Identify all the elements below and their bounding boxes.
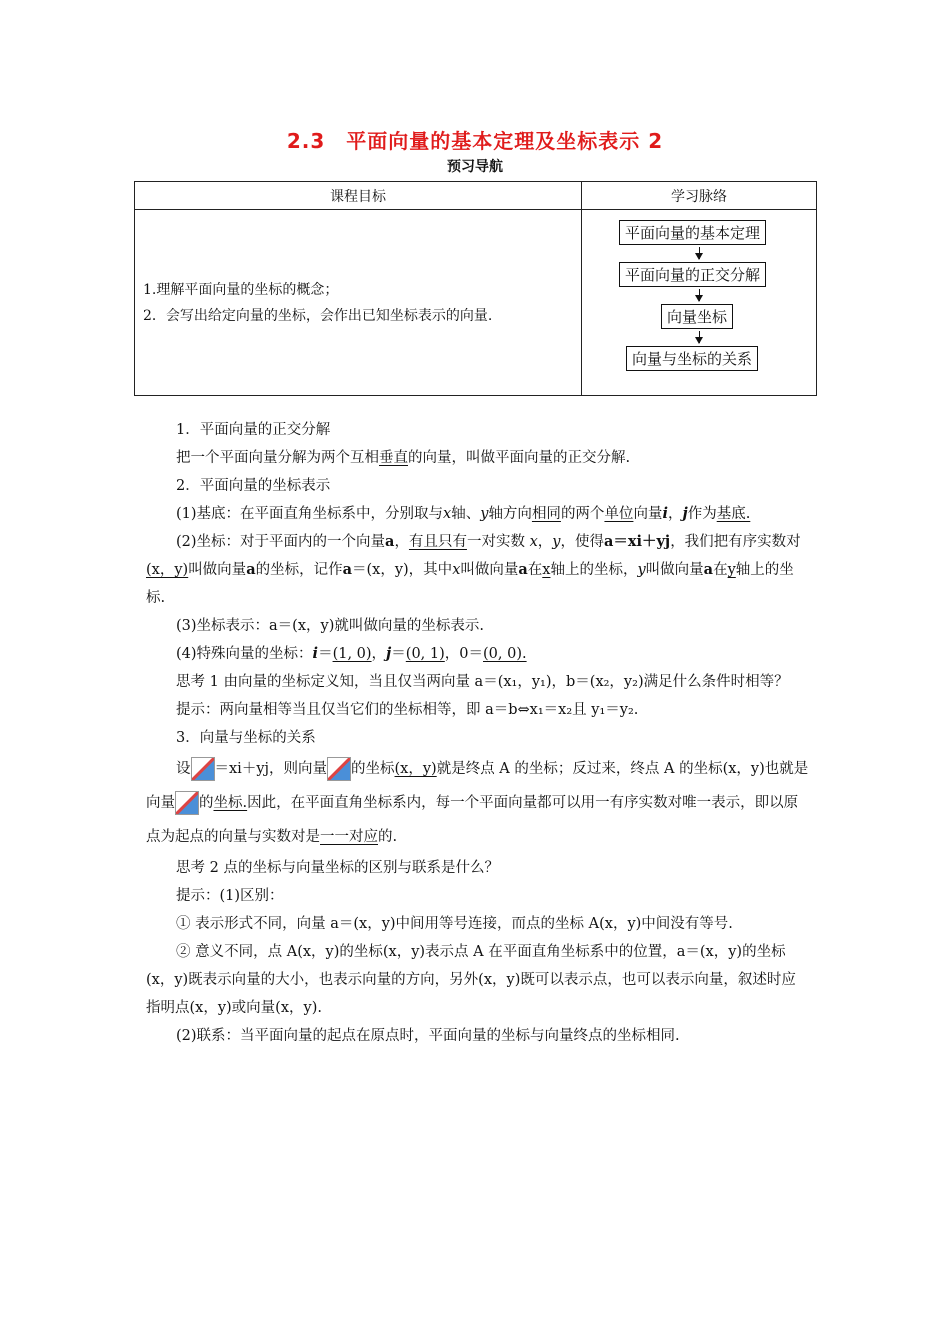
col-header-flow: 学习脉络 xyxy=(582,182,817,210)
think-2: 思考 2 点的坐标与向量坐标的区别与联系是什么？ xyxy=(176,860,499,876)
preview-table xyxy=(134,181,817,396)
s3-paragraph: 设 ＝xi＋yj，则向量 的坐标(x，y)就是终点 A 的坐标；反过来，终点 A 的坐标(x，y)也就是向量 的坐标.因此，在平面直角坐标系内，每一个平面向量都可以用一有序实数对唯一表示，即以原点为起点的向量与实数对是一一对应的. xyxy=(146,752,810,854)
flow-box-2: 平面向量的正交分解 xyxy=(619,262,766,287)
think-1: 思考 1 由向量的坐标定义知，当且仅当两向量 a＝(x₁，y₁)，b＝(x₂，y₂)满足什么条件时相等？ xyxy=(176,674,789,690)
page-title: 2.3 平面向量的基本定理及坐标表示 2 xyxy=(286,129,664,153)
vector-oa-image xyxy=(327,757,351,781)
flow-box-4: 向量与坐标的关系 xyxy=(626,346,758,371)
s1-heading: 1．平面向量的正交分解 xyxy=(176,422,331,438)
relation: (2)联系：当平面向量的起点在原点时，平面向量的坐标与向量终点的坐标相同. xyxy=(176,1028,680,1044)
difference-2: ② 意义不同，点 A(x，y)的坐标(x，y)表示点 A 在平面直角坐标系中的位置，a＝(x，y)的坐标(x，y)既表示向量的大小，也表示向量的方向，另外(x，y)既可以表示点，也可以表示向量，叙述时应指明点(x，y)或向量(x，y). xyxy=(146,944,796,1016)
flow-box-3: 向量坐标 xyxy=(661,304,733,329)
s1-paragraph: 把一个平面向量分解为两个互相垂直的向量，叫做平面向量的正交分解. xyxy=(176,450,631,466)
flow-box-1: 平面向量的基本定理 xyxy=(619,220,766,245)
s3-heading: 3．向量与坐标的关系 xyxy=(176,730,316,746)
section-subtitle: 预习导航 xyxy=(447,159,503,175)
goal-2: 2．会写出给定向量的坐标，会作出已知坐标表示的向量. xyxy=(143,307,493,324)
goal-1: 1.理解平面向量的坐标的概念； xyxy=(143,281,339,298)
flow-arrow-3 xyxy=(699,331,700,343)
flow-arrow-1 xyxy=(699,247,700,259)
col-header-goals: 课程目标 xyxy=(135,182,582,210)
difference-1: ① 表示形式不同，向量 a＝(x，y)中间用等号连接，而点的坐标 A(x，y)中间没有等号. xyxy=(176,916,733,932)
s2-heading: 2．平面向量的坐标表示 xyxy=(176,478,331,494)
s2-special: (4)特殊向量的坐标：i＝(1, 0)，j＝(0, 1)，0＝(0, 0). xyxy=(176,645,527,662)
s2-representation: (3)坐标表示：a＝(x，y)就叫做向量的坐标表示. xyxy=(176,618,484,634)
flow-arrow-2 xyxy=(699,289,700,301)
hint-2: 提示：(1)区别： xyxy=(176,888,284,904)
vector-oa-image xyxy=(175,791,199,815)
main-content xyxy=(146,416,810,1050)
s2-basis: (1)基底：在平面直角坐标系中，分别取与x轴、y轴方向相同的两个单位向量i，j作为基底. xyxy=(176,505,751,522)
s2-coordinate: (2)坐标：对于平面内的一个向量a，有且只有一对实数 x，y，使得a＝xi＋yj，我们把有序实数对(x，y)叫做向量a的坐标，记作a＝(x，y)，其中x叫做向量a在x轴上的坐标，y叫做向量a在y轴上的坐标. xyxy=(146,533,801,606)
flowchart xyxy=(582,210,817,396)
hint-1: 提示：两向量相等当且仅当它们的坐标相等，即 a＝b⇔x₁＝x₂且 y₁＝y₂. xyxy=(176,702,639,718)
goals-cell xyxy=(135,210,582,396)
vector-oa-image xyxy=(191,757,215,781)
